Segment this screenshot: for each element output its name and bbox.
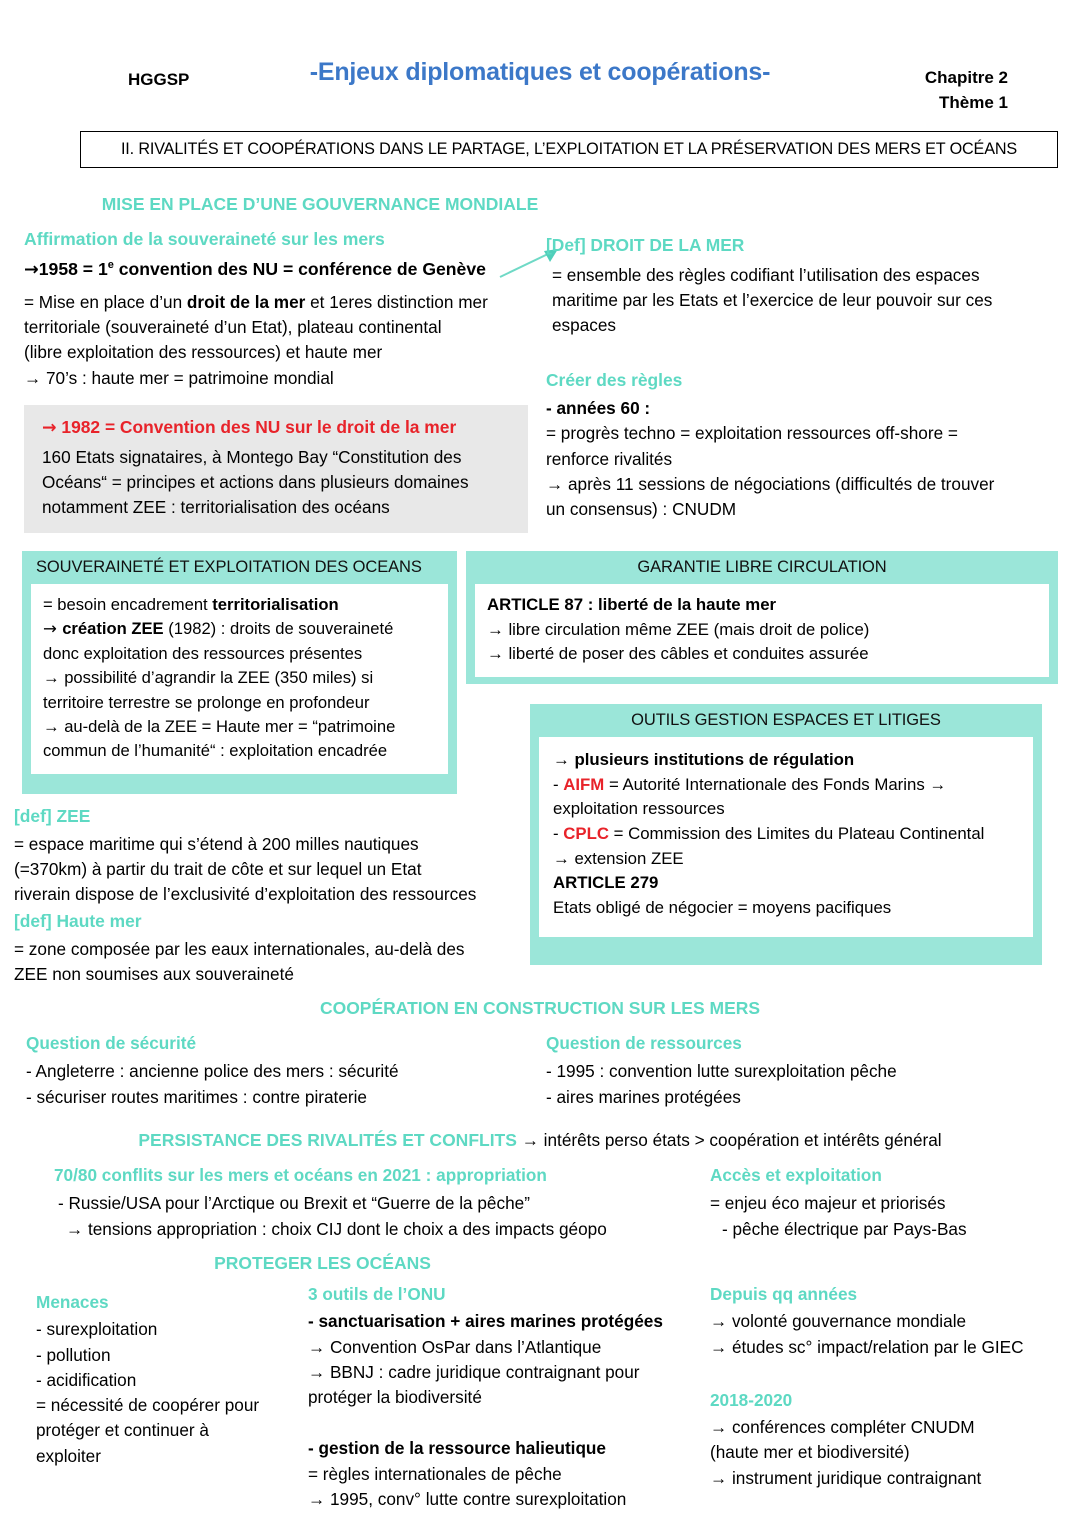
subheading-affirmation: Affirmation de la souveraineté sur les mers: [24, 229, 385, 249]
box-souverainete-body: [31, 584, 448, 774]
def-zee-line-1: = espace maritime qui s’étend à 200 milles nautiques: [14, 833, 419, 854]
securite-line-2: - sécuriser routes maritimes : contre piraterie: [26, 1086, 367, 1107]
souv-line-3: donc exploitation des ressources présentes: [43, 643, 363, 663]
question-ressources-title: Question de ressources: [546, 1033, 742, 1053]
definitions-block: [14, 804, 534, 988]
gov-body-1a: = Mise en place d’un: [24, 291, 187, 312]
cooperation-section: [0, 998, 1080, 1019]
menaces-line-1: - surexploitation: [36, 1319, 158, 1340]
arrow-glyph: →: [24, 259, 39, 280]
circ-line-3: → liberté de poser des câbles et conduites assurée: [487, 644, 869, 664]
circ-line-1: ARTICLE 87 : liberté de la haute mer: [487, 595, 777, 614]
def-droit-mer-title: [Def] DROIT DE LA MER: [546, 235, 745, 255]
cooperation-securite-column: [26, 1031, 536, 1110]
heading-gouvernance-mondiale: MISE EN PLACE D’UNE GOUVERNANCE MONDIALE: [101, 194, 539, 214]
line-1958-text: 1958 = 1: [38, 258, 108, 279]
souv-line-1a: = besoin encadrement: [43, 595, 213, 614]
souv-line-2-bold: création ZEE: [62, 619, 164, 639]
heading-proteger-row: [0, 1253, 645, 1274]
onu-line-5: - gestion de la ressource halieutique: [308, 1438, 606, 1459]
creer-regles-title: Créer des règles: [546, 370, 683, 391]
outils-line-1: → plusieurs institutions de régulation: [553, 750, 855, 769]
question-securite-title: Question de sécurité: [26, 1033, 197, 1053]
annees-line-3: → instrument juridique contraignant: [710, 1467, 982, 1488]
def-hautemer-line-1: = zone composée par les eaux internationales, au-delà des: [14, 939, 465, 959]
heading-cooperation: COOPÉRATION EN CONSTRUCTION SUR LES MERS: [319, 998, 761, 1018]
onu-line-7: → 1995, conv° lutte contre surexploitation: [308, 1488, 627, 1509]
souv-line-7: commun de l’humanité“ : exploitation encadrée: [43, 741, 388, 761]
conflits-title: 70/80 conflits sur les mers et océans en 2021 : appropriation: [54, 1165, 547, 1185]
gov-body-line-2: territoriale (souveraineté d’un Etat), plateau continental: [24, 317, 442, 337]
gov-body-1-bold: droit de la mer: [186, 291, 306, 312]
box-garantie-libre-circulation: [466, 551, 1058, 684]
outils-line-4-dash: -: [553, 824, 564, 844]
def-droit-mer-line-3: espaces: [552, 315, 617, 336]
box-outils-gestion: [530, 704, 1042, 965]
acces-exploitation-column: [710, 1163, 1070, 1242]
circ-line-2: → libre circulation même ZEE (mais droit de police): [487, 619, 870, 639]
securite-line-1: - Angleterre : ancienne police des mers : sécurité: [26, 1061, 399, 1082]
page-title: -Enjeux diplomatiques et coopérations-: [309, 58, 771, 86]
heading-persistance: PERSISTANCE DES RIVALITÉS ET CONFLITS: [138, 1130, 517, 1150]
chapter-info: [925, 66, 1008, 115]
souv-line-1-bold: territorialisation: [212, 595, 339, 614]
onu-line-4: protéger la biodiversité: [308, 1387, 482, 1408]
souv-line-6: → au-delà de la ZEE = Haute mer = “patrimoine: [43, 716, 396, 736]
def-zee-line-2: (=370km) à partir du trait de côte et sur lequel un Etat: [14, 858, 422, 879]
souv-line-2c: (1982) : droits de souveraineté: [163, 619, 394, 639]
ressources-line-1: - 1995 : convention lutte surexploitation pêche: [546, 1061, 897, 1082]
line-1958: [24, 257, 544, 284]
acces-title: Accès et exploitation: [710, 1165, 882, 1185]
chapter-label: Chapitre 2: [924, 68, 1008, 87]
conflits-line-2: → tensions appropriation : choix CIJ dont le choix a des impacts géopo: [66, 1218, 607, 1239]
menaces-line-6: exploiter: [36, 1445, 101, 1466]
conflits-column: [54, 1163, 694, 1242]
arrow-glyph: →: [43, 619, 63, 639]
line-1958-superscript: e: [107, 259, 114, 271]
creer-regles-line-1: - années 60 :: [546, 398, 651, 418]
def-hautemer-line-2: ZEE non soumises aux souveraineté: [14, 964, 294, 985]
gov-body-1c: et 1eres distinction mer: [305, 291, 488, 312]
acces-line-2: - pêche électrique par Pays-Bas: [722, 1218, 967, 1239]
annees-line-1: → conférences compléter CNUDM: [710, 1417, 975, 1438]
gov-body-line-1: [24, 290, 544, 315]
grey-box-title: [42, 415, 512, 442]
souv-line-1: [43, 593, 436, 617]
outils-line-6: ARTICLE 279: [553, 873, 659, 893]
heading-proteger: PROTEGER LES OCÉANS: [214, 1253, 431, 1273]
section-title-bar: II. RIVALITÉS ET COOPÉRATIONS DANS LE PARTAGE, L’EXPLOITATION ET LA PRÉSERVATION DES MERS ET OCÉANS: [80, 131, 1058, 168]
depuis-line-1: → volonté gouvernance mondiale: [710, 1311, 967, 1332]
conflits-line-1: - Russie/USA pour l’Arctique ou Brexit et “Guerre de la pêche”: [58, 1193, 530, 1214]
menaces-title: Menaces: [36, 1292, 109, 1312]
governance-right-column: [546, 233, 1066, 522]
def-zee-title: [def] ZEE: [14, 806, 91, 826]
gouvernance-recente-column: [710, 1282, 1080, 1491]
theme-label: Thème 1: [939, 92, 1008, 112]
grey-box-line-1: 160 Etats signataires, à Montego Bay “Constitution des: [42, 446, 462, 467]
onu-line-3: → BBNJ : cadre juridique contraignant pour: [308, 1361, 640, 1382]
box-souverainete-exploitation: [22, 551, 457, 794]
outils-onu-title: 3 outils de l’ONU: [308, 1284, 446, 1304]
souv-line-4: → possibilité d’agrandir la ZEE (350 miles) si: [43, 668, 374, 688]
box-outils-title: OUTILS GESTION ESPACES ET LITIGES: [631, 711, 941, 729]
def-droit-mer-line-2: maritime par les Etats et l’exercice de leur pouvoir sur ces: [552, 289, 993, 310]
menaces-column: [36, 1290, 306, 1469]
menaces-line-5: protéger et continuer à: [36, 1420, 209, 1441]
gov-body-line-3: (libre exploitation des ressources) et haute mer: [24, 342, 383, 363]
def-zee-line-3: riverain dispose de l’exclusivité d’exploitation des ressources: [14, 884, 477, 905]
line-1958-rest: convention des NU = conférence de Genève: [113, 258, 486, 279]
souv-line-5: territoire terrestre se prolonge en profondeur: [43, 692, 370, 712]
arrow-glyph: →: [42, 418, 57, 438]
creer-regles-line-3: renforce rivalités: [546, 448, 673, 469]
callout-1982-convention: [24, 405, 528, 533]
souv-line-2: [43, 617, 436, 641]
menaces-line-3: - acidification: [36, 1369, 137, 1390]
outils-onu-column: [308, 1282, 708, 1512]
depuis-title: Depuis qq années: [710, 1284, 858, 1304]
creer-regles-line-5: un consensus) : CNUDM: [546, 499, 737, 520]
onu-line-2: → Convention OsPar dans l’Atlantique: [308, 1336, 602, 1357]
outils-line-2-rest: = Autorité Internationale des Fonds Marins →: [604, 774, 947, 794]
grey-box-line-3: notamment ZEE : territorialisation des océans: [42, 497, 390, 518]
box-outils-body: [539, 737, 1033, 937]
persistance-heading-row: [0, 1130, 1080, 1151]
ressources-line-2: - aires marines protégées: [546, 1086, 741, 1107]
grey-box-line-2: Océans“ = principes et actions dans plusieurs domaines: [42, 471, 469, 492]
document-header: [0, 58, 1080, 120]
creer-regles-line-4: → après 11 sessions de négociations (difficultés de trouver: [546, 473, 995, 494]
box-circulation-body: [475, 584, 1049, 677]
governance-left-column: [24, 227, 544, 391]
outils-line-7: Etats obligé de négocier = moyens pacifiques: [553, 898, 892, 918]
grey-box-title-text: 1982 = Convention des NU sur le droit de la mer: [61, 417, 457, 437]
menaces-line-2: - pollution: [36, 1344, 111, 1365]
def-hautemer-title: [def] Haute mer: [14, 911, 142, 932]
creer-regles-line-2: = progrès techno = exploitation ressources off-shore =: [546, 423, 958, 444]
outils-line-3: exploitation ressources: [553, 799, 725, 819]
heading-persistance-rest: → intérêts perso états > coopération et intérêts général: [516, 1130, 942, 1150]
outils-line-2-dash: -: [553, 774, 564, 794]
menaces-line-4: = nécessité de coopérer pour: [36, 1395, 260, 1416]
box-souverainete-title: SOUVERAINETÉ ET EXPLOITATION DES OCEANS: [36, 558, 422, 576]
outils-line-4: [553, 822, 1019, 847]
outils-line-5: → extension ZEE: [553, 848, 684, 868]
outils-line-2: [553, 773, 1019, 798]
box-circulation-title: GARANTIE LIBRE CIRCULATION: [637, 558, 887, 576]
acronym-cplc: CPLC: [563, 824, 609, 844]
onu-line-1: - sanctuarisation + aires marines protégées: [308, 1311, 663, 1332]
acces-line-1: = enjeu éco majeur et priorisés: [710, 1193, 946, 1214]
annees-2018-2020-title: 2018-2020: [710, 1389, 793, 1410]
annees-line-2: (haute mer et biodiversité): [710, 1442, 910, 1463]
def-droit-mer-line-1: = ensemble des règles codifiant l’utilisation des espaces: [552, 264, 980, 285]
cooperation-ressources-column: [546, 1031, 1056, 1110]
course-code: HGGSP: [128, 70, 190, 89]
depuis-line-2: → études sc° impact/relation par le GIEC: [710, 1336, 1024, 1357]
acronym-aifm: AIFM: [563, 774, 605, 794]
gov-body-line-4: → 70’s : haute mer = patrimoine mondial: [24, 367, 334, 388]
outils-line-4-rest: = Commission des Limites du Plateau Continental: [608, 824, 985, 844]
onu-line-6: = règles internationales de pêche: [308, 1463, 562, 1484]
